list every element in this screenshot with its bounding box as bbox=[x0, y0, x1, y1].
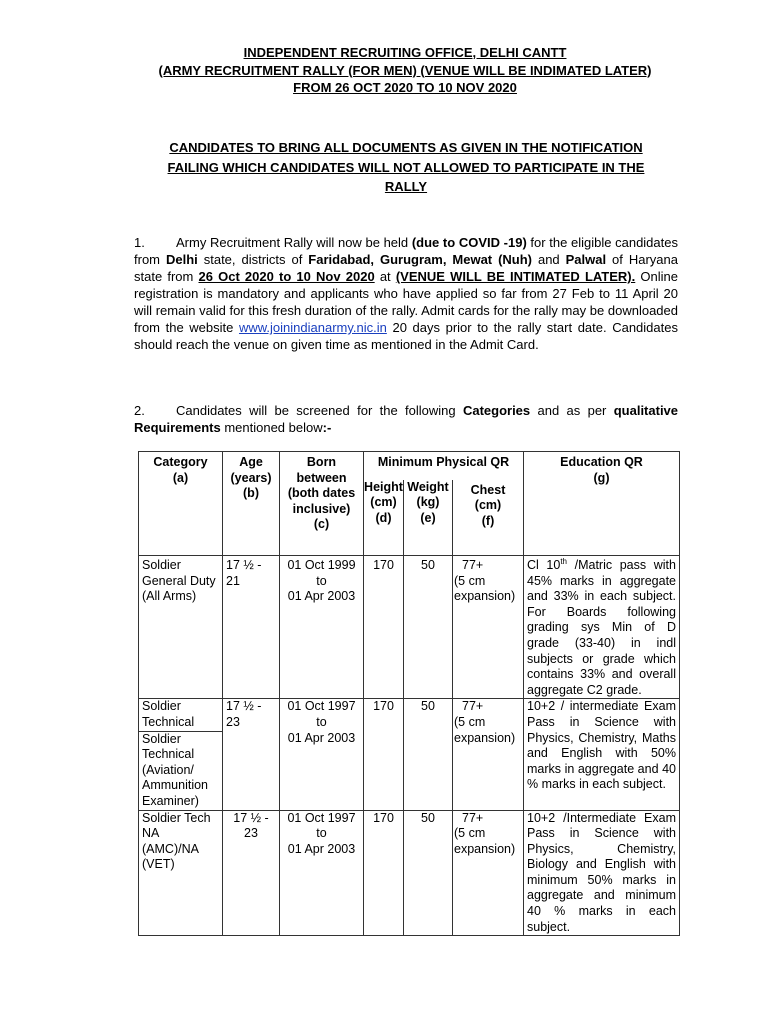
cell-born bbox=[280, 556, 364, 699]
header-text: inclusive) bbox=[292, 501, 351, 516]
cell-age: 17 ½ - 21 bbox=[223, 556, 280, 699]
born-to: 01 Apr 2003 bbox=[287, 841, 356, 856]
header-sub: (a) bbox=[172, 470, 189, 485]
header-text: Chest bbox=[470, 482, 506, 497]
category-name-extra: Soldier Technical (Aviation/ Ammunition Examiner) bbox=[139, 731, 222, 810]
header-weight bbox=[404, 480, 453, 556]
header-unit: (kg) bbox=[416, 495, 440, 510]
table-row bbox=[139, 810, 680, 936]
born-from: 01 Oct 1997 bbox=[287, 699, 356, 714]
cell-height: 170 bbox=[364, 810, 404, 936]
rally-dates: 26 Oct 2020 to 10 Nov 2020 bbox=[198, 269, 375, 284]
chest-value: 77+ bbox=[462, 810, 484, 825]
header-text: Age bbox=[239, 455, 263, 469]
para-text: and as per bbox=[530, 403, 614, 418]
website-link[interactable]: www.joinindianarmy.nic.in bbox=[238, 320, 387, 335]
cell-weight: 50 bbox=[404, 810, 453, 936]
cell-height: 170 bbox=[364, 556, 404, 699]
para-bold: qualitative Requirements bbox=[134, 403, 679, 435]
header-sub: (e) bbox=[420, 510, 436, 525]
para-text: Candidates will be screened for the following bbox=[176, 403, 463, 418]
header-age bbox=[223, 452, 280, 556]
para-text: mentioned below bbox=[220, 420, 323, 435]
para-text: 20 days prior to the rally start date. Candidates should reach the venue on given time as mentioned in the Admit Card. bbox=[134, 320, 678, 352]
paragraph-number: 1. bbox=[134, 235, 145, 250]
header-text: Minimum Physical QR bbox=[377, 455, 510, 469]
paragraph-number: 2. bbox=[134, 403, 145, 418]
header-born bbox=[280, 452, 364, 556]
born-to: 01 Apr 2003 bbox=[287, 730, 356, 745]
cell-height: 170 bbox=[364, 699, 404, 810]
header-text: Category bbox=[153, 455, 208, 469]
para-bold: Delhi bbox=[165, 252, 198, 267]
qualitative-requirements-table bbox=[138, 451, 680, 936]
header-unit: (cm) bbox=[370, 495, 397, 510]
cell-education: 10+2 /Intermediate Exam Pass in Science with Physics, Chemistry, Biology and English with minimum 50% marks in aggregate and minimum 40 % marks in each subject. bbox=[524, 810, 680, 936]
header-line-2: (ARMY RECRUITMENT RALLY (FOR MEN) (VENUE WILL BE INDIMATED LATER) bbox=[158, 62, 652, 78]
born-to-word: to bbox=[316, 573, 327, 588]
born-to-word: to bbox=[316, 714, 327, 729]
born-from: 01 Oct 1999 bbox=[287, 558, 356, 572]
cell-category bbox=[139, 699, 223, 810]
table-row bbox=[139, 556, 680, 699]
cell-education: 10+2 / intermediate Exam Pass in Science with Physics, Chemistry, Maths and English with 50% marks in aggregate and 40 % marks in each subject. bbox=[524, 699, 680, 810]
edu-text: /Matric pass with 45% marks in aggregate and 33% in each subject. For Boards following grading sys Min of D grade (33-40) in indl subjects or grade which contains 33% and overall aggregate C2 grade. bbox=[527, 558, 676, 697]
header-education bbox=[524, 452, 680, 556]
header-sub: (d) bbox=[375, 510, 392, 525]
chest-expansion: (5 cm bbox=[454, 573, 486, 588]
para-text: of Haryana state from bbox=[134, 252, 678, 284]
cell-education bbox=[524, 556, 680, 699]
table-header-row bbox=[139, 452, 680, 480]
header-sub: (f) bbox=[481, 513, 495, 528]
header-text: Height bbox=[364, 479, 403, 494]
header-text: Education QR bbox=[560, 455, 643, 469]
para-text: at bbox=[374, 269, 396, 284]
category-name: Soldier Technical bbox=[142, 699, 195, 729]
header-unit: (years) bbox=[230, 470, 272, 485]
header-unit: (cm) bbox=[474, 498, 502, 513]
para-bold: :- bbox=[322, 420, 332, 435]
born-to: 01 Apr 2003 bbox=[287, 589, 356, 604]
chest-expansion-label: expansion) bbox=[454, 730, 516, 745]
para-bold: Categories bbox=[462, 403, 531, 418]
cell-born bbox=[280, 699, 364, 810]
notice-line-1: CANDIDATES TO BRING ALL DOCUMENTS AS GIVEN IN THE NOTIFICATION bbox=[169, 140, 643, 155]
cell-weight: 50 bbox=[404, 699, 453, 810]
edu-superscript: th bbox=[560, 556, 567, 566]
header-text: between bbox=[296, 470, 347, 485]
header-text: Born bbox=[306, 455, 337, 469]
para-bold: Palwal bbox=[565, 252, 607, 267]
cell-born bbox=[280, 810, 364, 936]
cell-weight: 50 bbox=[404, 556, 453, 699]
header-physical bbox=[364, 452, 524, 480]
paragraph-1 bbox=[134, 234, 678, 353]
para-text: and bbox=[532, 252, 566, 267]
header-chest bbox=[453, 480, 524, 556]
venue-note: (VENUE WILL BE INTIMATED LATER). bbox=[395, 269, 636, 284]
cell-age: 17 ½ - 23 bbox=[223, 699, 280, 810]
chest-expansion: (5 cm bbox=[454, 714, 486, 729]
notice-line-3: RALLY bbox=[384, 179, 428, 194]
header-sub: (c) bbox=[313, 517, 330, 532]
header-text: Weight bbox=[407, 479, 449, 494]
cell-age: 17 ½ - 23 bbox=[223, 810, 280, 936]
cell-category: Soldier Tech NA (AMC)/NA (VET) bbox=[139, 810, 223, 936]
document-header bbox=[110, 44, 700, 97]
header-height bbox=[364, 480, 404, 556]
chest-expansion-label: expansion) bbox=[454, 589, 516, 604]
header-line-1: INDEPENDENT RECRUITING OFFICE, DELHI CANTT bbox=[243, 45, 567, 60]
chest-value: 77+ bbox=[462, 558, 484, 572]
cell-chest bbox=[453, 810, 524, 936]
header-text: (both dates bbox=[287, 486, 356, 501]
header-line-3: FROM 26 OCT 2020 TO 10 NOV 2020 bbox=[293, 80, 517, 95]
table-row bbox=[139, 699, 680, 810]
chest-value: 77+ bbox=[462, 699, 484, 714]
cell-chest bbox=[453, 556, 524, 699]
para-bold: Faridabad, Gurugram, Mewat (Nuh) bbox=[308, 252, 533, 267]
para-text: state, districts of bbox=[197, 252, 309, 267]
notice-block bbox=[134, 138, 678, 197]
para-text: Army Recruitment Rally will now be held bbox=[176, 235, 412, 250]
cell-chest bbox=[453, 699, 524, 810]
born-from: 01 Oct 1997 bbox=[287, 810, 356, 825]
para-text: for the eligible candidates from bbox=[134, 235, 678, 267]
para-text: Online registration is mandatory and applicants who have applied so far from 27 Feb to 11 April 20 will remain valid for this fresh duration of the rally. Admit cards for the rally may be downloaded from the website bbox=[134, 269, 678, 335]
chest-expansion: (5 cm bbox=[454, 826, 486, 841]
header-category bbox=[139, 452, 223, 556]
paragraph-2 bbox=[134, 402, 678, 436]
header-sub: (b) bbox=[243, 486, 259, 501]
born-to-word: to bbox=[316, 826, 327, 841]
chest-expansion-label: expansion) bbox=[454, 841, 516, 856]
edu-text: Cl 10 bbox=[527, 558, 561, 572]
header-sub: (g) bbox=[593, 470, 610, 485]
cell-category: Soldier General Duty (All Arms) bbox=[139, 556, 223, 699]
para-bold: (due to COVID -19) bbox=[411, 235, 527, 250]
notice-line-2: FAILING WHICH CANDIDATES WILL NOT ALLOWED TO PARTICIPATE IN THE bbox=[167, 159, 645, 175]
